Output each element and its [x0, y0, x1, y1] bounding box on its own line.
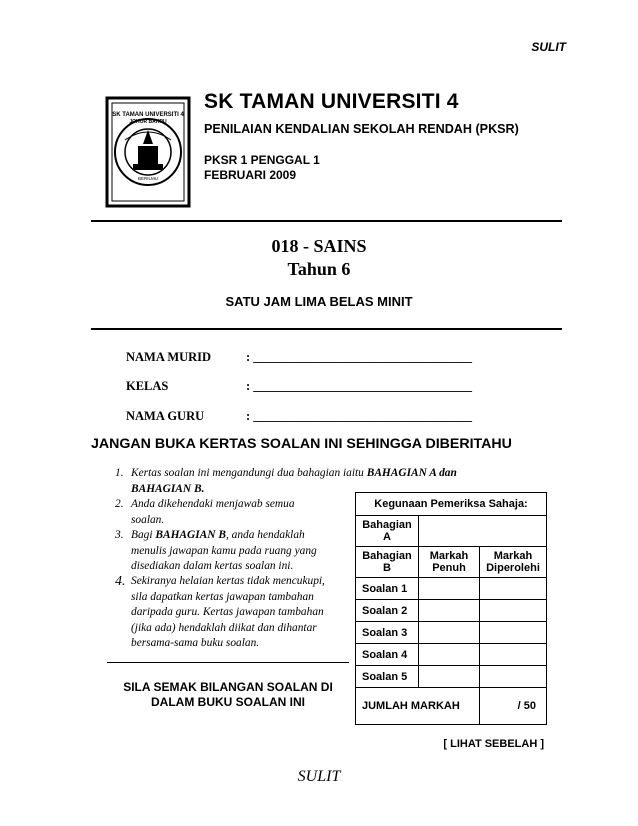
instruction-line: Sekiranya helaian kertas tidak mencukupi, — [131, 575, 325, 587]
section-a-cell — [419, 516, 547, 547]
question-row-label: Soalan 4 — [356, 644, 419, 666]
instruction-emphasis: BAHAGIAN B — [155, 529, 226, 541]
exam-body: PENILAIAN KENDALIAN SEKOLAH RENDAH (PKSR) — [204, 122, 519, 136]
marks-full-cell — [419, 666, 480, 688]
field-label: NAMA GURU — [126, 409, 205, 423]
marks-full-cell — [419, 600, 480, 622]
section-b-label: Bahagian B — [356, 547, 419, 578]
total-marks-value: / 50 — [480, 688, 547, 725]
exam-date: FEBRUARI 2009 — [204, 168, 297, 182]
marks-full-cell — [419, 622, 480, 644]
question-row-label: Soalan 1 — [356, 578, 419, 600]
instruction-line: menulis jawapan kamu pada ruang yang — [131, 544, 317, 557]
field-nama-guru[interactable] — [126, 409, 472, 424]
divider-middle — [91, 328, 562, 330]
field-kelas[interactable] — [126, 379, 472, 394]
divider-top — [91, 220, 562, 222]
footer-sulit: SULIT — [297, 768, 341, 785]
instruction-emphasis: BAHAGIAN B. — [131, 482, 205, 495]
header-sulit: SULIT — [531, 40, 566, 54]
marks-obtained-cell — [480, 666, 547, 688]
instruction-line: soalan. — [131, 513, 165, 526]
warning-text: JANGAN BUKA KERTAS SOALAN INI SEHINGGA DIBERITAHU — [91, 436, 512, 452]
instruction-line: Bagi BAHAGIAN B, anda hendaklah — [131, 529, 305, 541]
field-label: KELAS — [126, 379, 169, 393]
question-row-label: Soalan 2 — [356, 600, 419, 622]
marks-full-cell — [419, 644, 480, 666]
question-row-label: Soalan 5 — [356, 666, 419, 688]
instruction-4 — [115, 574, 351, 652]
instruction-line: sila dapatkan kertas jawapan tambahan — [131, 590, 314, 603]
total-marks-label: JUMLAH MARKAH — [356, 688, 480, 725]
instruction-number: 1. — [115, 467, 124, 479]
school-logo — [105, 96, 191, 208]
paper-year: Tahun 6 — [287, 259, 351, 279]
instruction-line: daripada guru. Kertas jawapan tambahan — [131, 606, 324, 618]
instruction-emphasis: BAHAGIAN A dan — [366, 467, 457, 479]
col-markah-diperolehi: Markah Diperolehi — [480, 547, 547, 578]
check-note-line: SILA SEMAK BILANGAN SOALAN DI — [123, 680, 333, 694]
instruction-line: (jika ada) hendaklah diikat dan dihantar — [131, 621, 317, 634]
marks-table-title: Kegunaan Pemeriksa Sahaja: — [356, 493, 547, 516]
field-blank[interactable]: : ___________________________________ — [246, 379, 473, 393]
logo-ring-text-bottom: JOHOR BAHRU — [129, 119, 167, 125]
examiner-marks-table — [355, 492, 547, 725]
marks-obtained-cell — [480, 600, 547, 622]
logo-motto: BERILMU — [137, 176, 159, 181]
check-note-line: DALAM BUKU SOALAN INI — [151, 695, 305, 709]
marks-full-cell — [419, 578, 480, 600]
check-note — [107, 680, 349, 710]
col-markah-penuh: Markah Penuh — [419, 547, 480, 578]
marks-obtained-cell — [480, 578, 547, 600]
marks-obtained-cell — [480, 644, 547, 666]
paper-duration: SATU JAM LIMA BELAS MINIT — [225, 294, 413, 309]
instruction-number: 3. — [115, 529, 124, 541]
instruction-3 — [115, 528, 351, 575]
instruction-number: 2. — [115, 498, 124, 510]
instruction-line: disediakan dalam kertas soalan ini. — [131, 560, 294, 572]
paper-code-subject: 018 - SAINS — [271, 236, 367, 256]
instruction-line: Anda dikehendaki menjawab semua — [131, 498, 295, 510]
instruction-2 — [115, 497, 351, 528]
divider-check-note — [107, 662, 349, 663]
exam-term: PKSR 1 PENGGAL 1 — [204, 153, 320, 167]
section-a-label: Bahagian A — [356, 516, 419, 547]
next-page-note: [ LIHAT SEBELAH ] — [443, 738, 544, 750]
school-name: SK TAMAN UNIVERSITI 4 — [204, 90, 459, 113]
field-blank[interactable]: : ___________________________________ — [246, 409, 473, 423]
field-label: NAMA MURID — [126, 350, 212, 364]
instruction-number: 4. — [115, 574, 126, 589]
field-blank[interactable]: : ___________________________________ — [246, 350, 473, 364]
marks-obtained-cell — [480, 622, 547, 644]
instruction-line: Kertas soalan ini mengandungi dua bahagian iaitu BAHAGIAN A dan — [131, 467, 457, 479]
field-nama-murid[interactable] — [126, 350, 472, 365]
instruction-line: bersama-sama buku soalan. — [131, 637, 260, 649]
question-row-label: Soalan 3 — [356, 622, 419, 644]
logo-ring-text-top: SK TAMAN UNIVERSITI 4 — [112, 112, 184, 118]
